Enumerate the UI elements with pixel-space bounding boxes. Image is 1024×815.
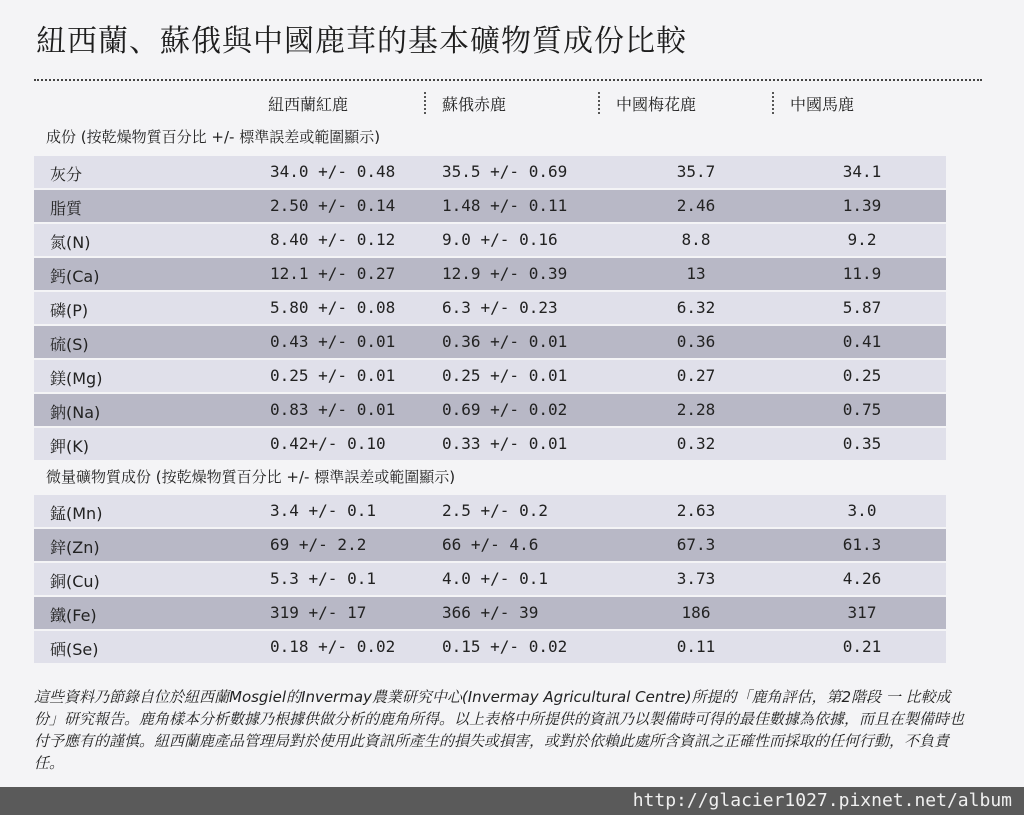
cell-russian-red-deer: 4.0 +/- 0.1: [442, 569, 548, 588]
row-label: 鋅(Zn): [50, 538, 100, 557]
cell-nz-red-deer: 12.1 +/- 0.27: [270, 264, 396, 283]
cell-russian-red-deer: 6.3 +/- 0.23: [442, 298, 558, 317]
footer-bar: [0, 787, 1024, 815]
cell-nz-red-deer: 0.25 +/- 0.01: [270, 366, 396, 385]
table-row: [34, 292, 946, 324]
cell-russian-red-deer: 1.48 +/- 0.11: [442, 196, 568, 215]
cell-nz-red-deer: 8.40 +/- 0.12: [270, 230, 396, 249]
row-label: 硫(S): [50, 335, 89, 354]
cell-china-sika-deer: 0.32: [676, 434, 716, 453]
cell-china-red-deer: 0.35: [842, 434, 882, 453]
cell-china-sika-deer: 2.46: [676, 196, 716, 215]
table-row: [34, 428, 946, 460]
cell-russian-red-deer: 2.5 +/- 0.2: [442, 501, 548, 520]
title-divider: [34, 79, 982, 81]
table-row: [34, 190, 946, 222]
cell-china-red-deer: 61.3: [842, 535, 882, 554]
table-row: [34, 224, 946, 256]
row-label: 鉀(K): [50, 437, 89, 456]
page-title: 紐西蘭、蘇俄與中國鹿茸的基本礦物質成份比較: [36, 24, 687, 59]
cell-nz-red-deer: 34.0 +/- 0.48: [270, 162, 396, 181]
table-row: [34, 258, 946, 290]
row-label: 鈣(Ca): [50, 267, 100, 286]
cell-nz-red-deer: 0.42+/- 0.10: [270, 434, 386, 453]
cell-china-sika-deer: 186: [681, 603, 711, 622]
cell-russian-red-deer: 0.69 +/- 0.02: [442, 400, 568, 419]
cell-nz-red-deer: 319 +/- 17: [270, 603, 367, 622]
cell-russian-red-deer: 0.33 +/- 0.01: [442, 434, 568, 453]
cell-china-sika-deer: 0.27: [676, 366, 716, 385]
cell-china-red-deer: 5.87: [842, 298, 882, 317]
row-label: 脂質: [50, 199, 83, 218]
cell-china-red-deer: 0.25: [842, 366, 882, 385]
row-label: 硒(Se): [50, 640, 99, 659]
cell-russian-red-deer: 0.25 +/- 0.01: [442, 366, 568, 385]
row-label: 鐵(Fe): [50, 606, 97, 625]
row-label: 氮(N): [50, 233, 91, 252]
table-row: [34, 597, 946, 629]
cell-china-red-deer: 1.39: [842, 196, 882, 215]
cell-china-red-deer: 9.2: [847, 230, 877, 249]
cell-nz-red-deer: 69 +/- 2.2: [270, 535, 367, 554]
column-divider: [772, 92, 774, 114]
cell-china-red-deer: 317: [847, 603, 877, 622]
row-label: 鈉(Na): [50, 403, 101, 422]
cell-russian-red-deer: 0.15 +/- 0.02: [442, 637, 568, 656]
row-label: 銅(Cu): [50, 572, 100, 591]
cell-china-sika-deer: 0.11: [676, 637, 716, 656]
cell-china-sika-deer: 3.73: [676, 569, 716, 588]
cell-russian-red-deer: 366 +/- 39: [442, 603, 539, 622]
table-row: [34, 631, 946, 663]
column-header-russian-red-deer: 蘇俄赤鹿: [442, 95, 507, 114]
table-row: [34, 326, 946, 358]
column-header-china-sika-deer: 中國梅花鹿: [616, 95, 697, 114]
cell-china-sika-deer: 2.63: [676, 501, 716, 520]
section-heading-trace-minerals: 微量礦物質成份 (按乾燥物質百分比 +/- 標準誤差或範圍顯示): [46, 468, 456, 486]
cell-nz-red-deer: 0.18 +/- 0.02: [270, 637, 396, 656]
cell-china-sika-deer: 13: [686, 264, 706, 283]
cell-china-sika-deer: 8.8: [681, 230, 711, 249]
cell-russian-red-deer: 12.9 +/- 0.39: [442, 264, 568, 283]
table-row: [34, 360, 946, 392]
cell-china-red-deer: 0.21: [842, 637, 882, 656]
table-row: [34, 563, 946, 595]
column-header-nz-red-deer: 紐西蘭紅鹿: [268, 95, 349, 114]
column-header-china-red-deer: 中國馬鹿: [790, 95, 855, 114]
row-label: 灰分: [50, 165, 83, 184]
column-divider: [598, 92, 600, 114]
cell-nz-red-deer: 2.50 +/- 0.14: [270, 196, 396, 215]
row-label: 磷(P): [50, 301, 89, 320]
cell-nz-red-deer: 5.3 +/- 0.1: [270, 569, 376, 588]
cell-nz-red-deer: 0.83 +/- 0.01: [270, 400, 396, 419]
table-row: [34, 156, 946, 188]
cell-china-red-deer: 34.1: [842, 162, 882, 181]
cell-russian-red-deer: 9.0 +/- 0.16: [442, 230, 558, 249]
cell-nz-red-deer: 3.4 +/- 0.1: [270, 501, 376, 520]
column-divider: [424, 92, 426, 114]
cell-nz-red-deer: 5.80 +/- 0.08: [270, 298, 396, 317]
cell-china-sika-deer: 6.32: [676, 298, 716, 317]
footnote-text: 這些資料乃節錄自位於紐西蘭Mosgiel的Invermay農業研究中心(Invermay Agricultural Centre)所提的「鹿角評估，第2階段 一 比較成份」研究報告。鹿角樣本分析數據乃根據供做分析的鹿角所得。以上表格中所提供的資訊乃以製備時可得的最佳數據為依據，而且在製備時也付予應有的謹慎。紐西蘭鹿產品管理局對於使用此資訊所產生的損失或損害，或對於依賴此處所含資訊之正確性而採取的任何行動，不負責任。: [34, 688, 965, 772]
cell-china-red-deer: 4.26: [842, 569, 882, 588]
watermark-url: http://glacier1027.pixnet.net/album: [632, 790, 1012, 811]
cell-china-sika-deer: 35.7: [676, 162, 716, 181]
cell-nz-red-deer: 0.43 +/- 0.01: [270, 332, 396, 351]
table-row: [34, 529, 946, 561]
cell-china-sika-deer: 0.36: [676, 332, 716, 351]
cell-china-sika-deer: 2.28: [676, 400, 716, 419]
row-label: 錳(Mn): [50, 504, 103, 523]
cell-china-sika-deer: 67.3: [676, 535, 716, 554]
cell-china-red-deer: 11.9: [842, 264, 882, 283]
cell-russian-red-deer: 66 +/- 4.6: [442, 535, 539, 554]
section-heading-composition: 成份 (按乾燥物質百分比 +/- 標準誤差或範圍顯示): [46, 128, 381, 146]
cell-china-red-deer: 3.0: [847, 501, 877, 520]
table-row: [34, 495, 946, 527]
row-label: 鎂(Mg): [50, 369, 103, 388]
cell-russian-red-deer: 35.5 +/- 0.69: [442, 162, 568, 181]
cell-russian-red-deer: 0.36 +/- 0.01: [442, 332, 568, 351]
cell-china-red-deer: 0.75: [842, 400, 882, 419]
cell-china-red-deer: 0.41: [842, 332, 882, 351]
table-row: [34, 394, 946, 426]
